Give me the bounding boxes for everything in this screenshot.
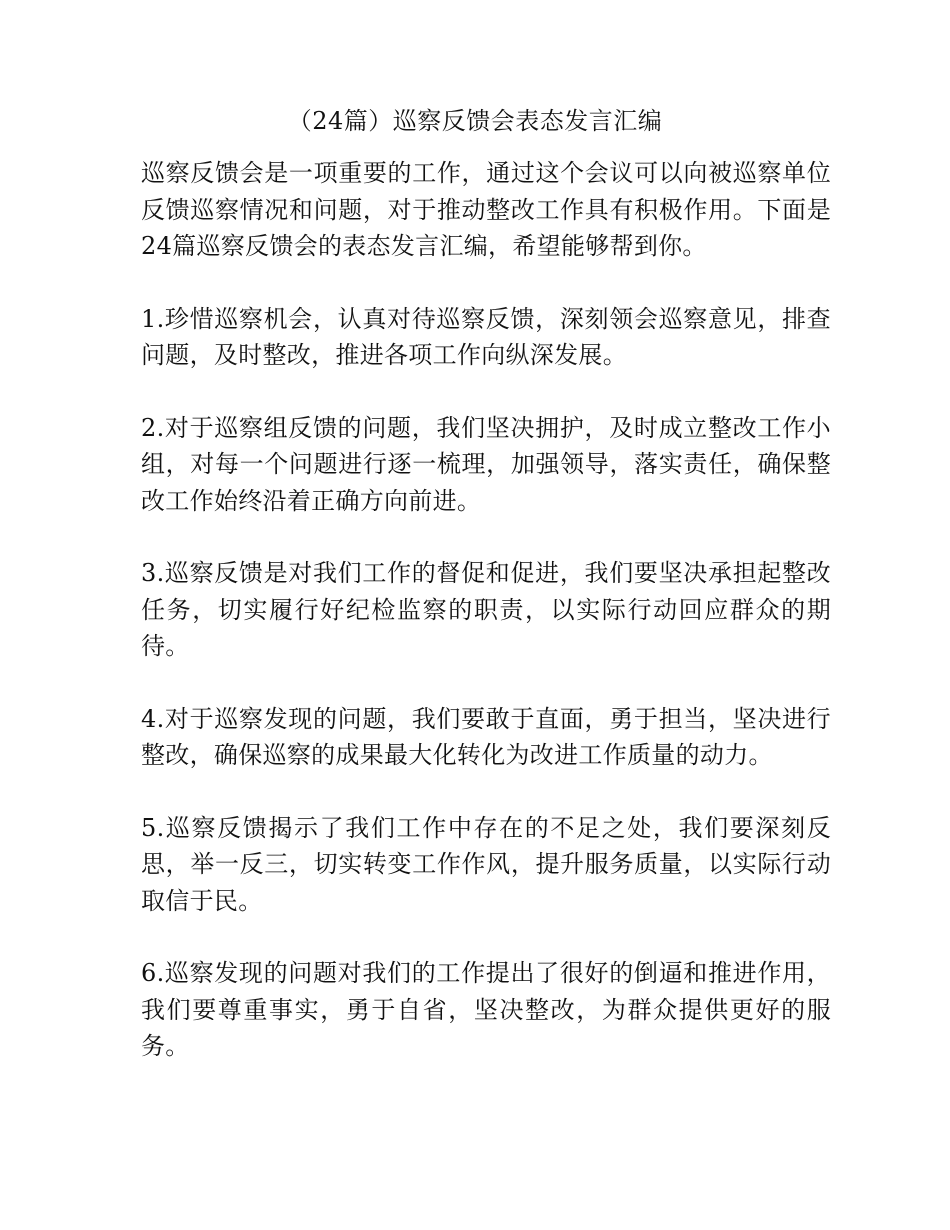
intro-paragraph: 巡察反馈会是一项重要的工作，通过这个会议可以向被巡察单位反馈巡察情况和问题，对于推动整改工作具有积极作用。下面是24篇巡察反馈会的表态发言汇编，希望能够帮到你。 [141,159,831,260]
statement-paragraph-2: 2.对于巡察组反馈的问题，我们坚决拥护，及时成立整改工作小组，对每一个问题进行逐一梳理，加强领导，落实责任，确保整改工作始终沿着正确方向前进。 [141,413,831,515]
statement-paragraph-3: 3.巡察反馈是对我们工作的督促和促进，我们要坚决承担起整改任务，切实履行好纪检监察的职责，以实际行动回应群众的期待。 [141,559,831,660]
statement-paragraph-1: 1.珍惜巡察机会，认真对待巡察反馈，深刻领会巡察意见，排查问题，及时整改，推进各项工作向纵深发展。 [141,304,831,369]
document-body [141,155,831,1065]
statement-paragraph-4: 4.对于巡察发现的问题，我们要敢于直面，勇于担当，坚决进行整改，确保巡察的成果最大化转化为改进工作质量的动力。 [141,704,831,769]
statement-paragraph-6: 6.巡察发现的问题对我们的工作提出了很好的倒逼和推进作用，我们要尊重事实，勇于自省，坚决整改，为群众提供更好的服务。 [141,959,831,1060]
statement-paragraph-5: 5.巡察反馈揭示了我们工作中存在的不足之处，我们要深刻反思，举一反三，切实转变工作作风，提升服务质量，以实际行动取信于民。 [141,813,831,915]
document-title: （24篇）巡察反馈会表态发言汇编 [287,107,663,135]
